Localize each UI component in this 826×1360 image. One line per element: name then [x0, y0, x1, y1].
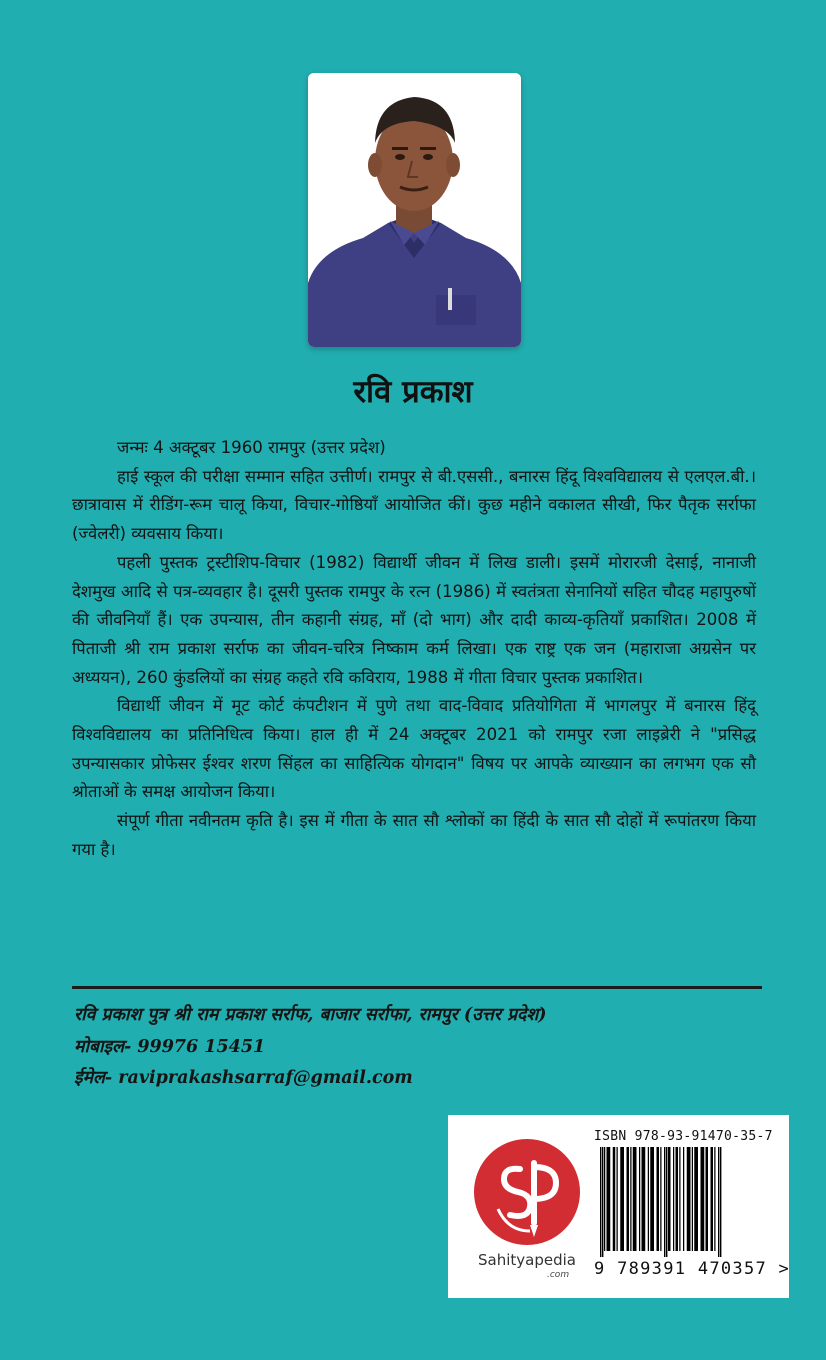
publisher-logo-subtext: .com	[547, 1270, 570, 1280]
isbn-barcode-panel	[448, 1115, 789, 1298]
bio-paragraph-books: पहली पुस्तक ट्रस्टीशिप-विचार (1982) विद्यार्थी जीवन में लिख डाली। इसमें मोरारजी देसाई, नानाजी देशमुख आदि से पत्र-व्यवहार है। दूसरी पुस्तक रामपुर के रत्न (1986) में स्वतंत्रता सेनानियों सहित चौदह महापुरुषों की जीवनियाँ हैं। एक उपन्यास, तीन कहानी संग्रह, माँ (दो भाग) और दादी काव्य-कृतियाँ प्रकाशित। 2008 में पिताजी श्री राम प्रकाश सर्राफ का जीवन-चरित्र निष्काम कर्म लिखा। एक राष्ट्र एक जन (महाराजा अग्रसेन पर अध्ययन), 260 कुंडलियों का संग्रह कहते रवि कविराय, 1988 में गीता विचार पुस्तक प्रकाशित।	[72, 552, 756, 687]
bio-paragraph-latest-work: संपूर्ण गीता नवीनतम कृति है। इस में गीता के सात सौ श्लोकों का हिंदी के सात सौ दोहों में रूपांतरण किया गया है।	[72, 811, 756, 859]
contact-address: रवि प्रकाश पुत्र श्री राम प्रकाश सर्राफ, बाजार सर्राफा, रामपुर (उत्तर प्रदेश)	[74, 1005, 547, 1025]
contact-mobile: मोबाइल- 99976 15451	[74, 1036, 266, 1057]
bio-paragraph-birth: जन्मः 4 अक्टूबर 1960 रामपुर (उत्तर प्रदेश)	[117, 438, 386, 457]
bio-paragraph-activities: विद्यार्थी जीवन में मूट कोर्ट कंपटीशन में पुणे तथा वाद-विवाद प्रतियोगिता में भागलपुर में बनारस हिंदू विश्वविद्यालय का प्रतिनिधित्व किया। हाल ही में 24 अक्टूबर 2021 को रामपुर रजा लाइब्रेरी ने "प्रसिद्ध उपन्यासकार प्रोफेसर ईश्वर शरण सिंहल का साहित्यिक योगदान" विषय पर आपके व्याख्यान का लगभग एक सौ श्रोताओं के समक्ष आयोजन किया।	[72, 696, 756, 802]
contact-block	[74, 1000, 774, 1095]
divider-rule	[72, 986, 762, 989]
barcode-digits: 9 789391 470357 >	[594, 1259, 791, 1279]
publisher-logo-text: Sahityapedia	[478, 1251, 576, 1269]
sahityapedia-sp-pen-icon	[474, 1139, 580, 1245]
author-portrait-image	[308, 73, 521, 347]
author-bio	[72, 434, 756, 865]
bio-paragraph-education: हाई स्कूल की परीक्षा सम्मान सहित उत्तीर्ण। रामपुर से बी.एससी., बनारस हिंदू विश्वविद्यालय से एलएल.बी.। छात्रावास में रीडिंग-रूम चालू किया, विचार-गोष्ठियाँ आयोजित कीं। कुछ महीने वकालत सीखी, फिर पैतृक सर्राफा (ज्वेलरी) व्यवसाय किया।	[72, 466, 756, 544]
author-photo	[308, 73, 521, 347]
isbn-label: ISBN 978-93-91470-35-7	[594, 1129, 773, 1144]
contact-email: ईमेल- raviprakashsarraf@gmail.com	[74, 1068, 413, 1088]
barcode-icon	[594, 1147, 780, 1259]
author-name: रवि प्रकाश	[353, 374, 473, 410]
